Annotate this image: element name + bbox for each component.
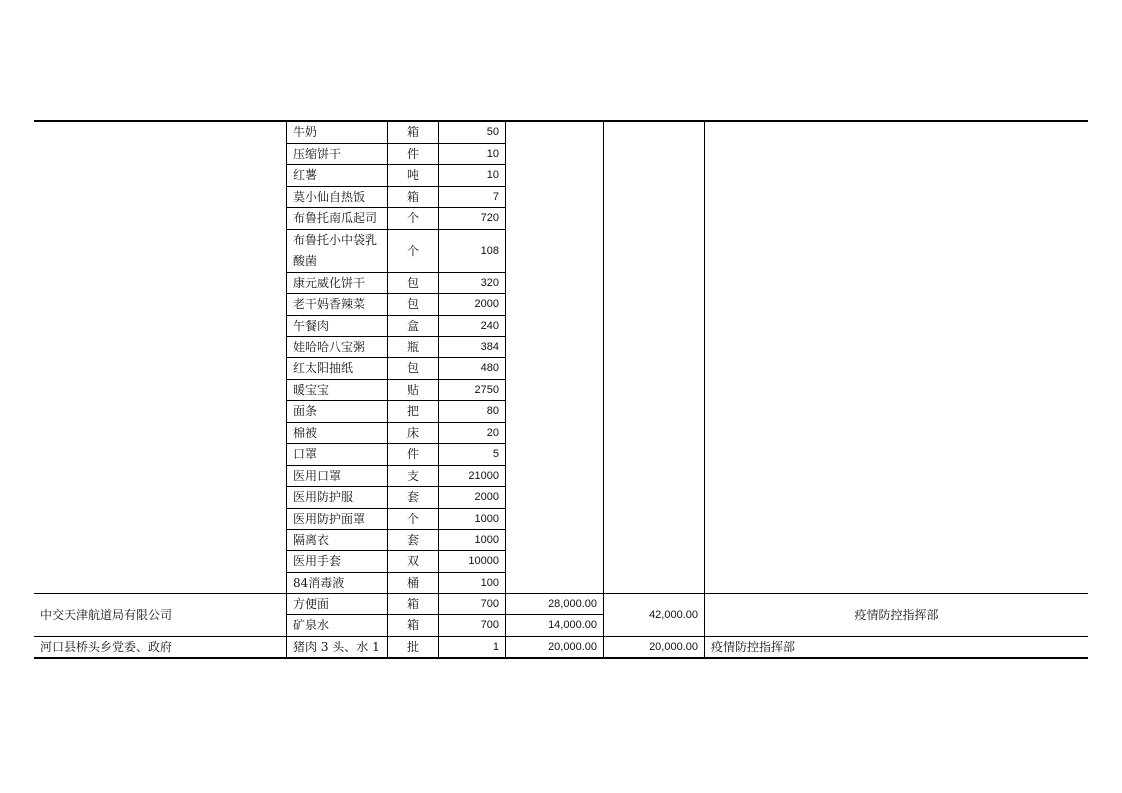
item-qty: 384	[480, 340, 499, 353]
item-qty: 100	[480, 576, 499, 589]
donor-total: 42,000.00	[649, 608, 698, 621]
item-name: 面条	[293, 404, 318, 418]
item-name: 布鲁托南瓜起司	[293, 211, 378, 225]
item-name: 红太阳抽纸	[293, 361, 354, 375]
item-unit: 套	[406, 532, 419, 547]
item-name: 莫小仙自热饭	[293, 189, 366, 204]
item-unit: 箱	[406, 596, 419, 611]
item-name: 暖宝宝	[293, 382, 330, 397]
donor-recipient: 疫情防控指挥部	[854, 607, 939, 622]
item-qty: 1	[492, 640, 499, 653]
donor-recipient: 疫情防控指挥部	[711, 639, 796, 654]
item-qty: 720	[480, 212, 499, 224]
item-qty: 80	[486, 405, 499, 417]
item-unit: 箱	[406, 189, 419, 204]
item-unit: 支	[406, 468, 419, 483]
item-unit: 包	[406, 275, 419, 290]
item-unit: 个	[406, 211, 419, 225]
item-unit: 批	[406, 639, 419, 654]
item-unit: 个	[406, 511, 419, 526]
item-name: 口罩	[293, 447, 318, 461]
item-unit: 件	[406, 447, 419, 461]
item-name: 84消毒液	[293, 575, 345, 590]
item-name: 医用防护服	[293, 490, 354, 504]
item-amount: 14,000.00	[548, 619, 597, 631]
donor-name: 河口县桥头乡党委、政府	[40, 639, 173, 654]
item-unit: 瓶	[406, 339, 419, 354]
item-unit: 把	[406, 404, 419, 418]
table-top-rule	[34, 120, 1088, 122]
item-qty: 10	[486, 147, 499, 160]
item-qty: 10	[486, 169, 499, 181]
item-unit: 吨	[406, 168, 419, 182]
item-unit: 包	[406, 297, 419, 311]
item-qty: 700	[480, 597, 499, 610]
item-unit: 床	[406, 425, 419, 440]
item-qty: 108	[480, 244, 499, 257]
item-qty: 2000	[474, 298, 499, 310]
item-name: 布鲁托小中袋乳酸菌	[293, 233, 378, 268]
item-qty: 1000	[474, 533, 499, 546]
item-name: 康元威化饼干	[293, 275, 366, 290]
col-divider	[704, 122, 705, 658]
item-qty: 50	[486, 126, 499, 138]
item-unit: 贴	[406, 382, 419, 397]
item-name: 隔离衣	[293, 532, 330, 547]
item-qty: 480	[480, 362, 499, 374]
item-qty: 5	[492, 448, 499, 460]
item-unit: 箱	[406, 618, 419, 632]
item-name: 医用防护面罩	[293, 511, 366, 526]
item-unit: 箱	[406, 125, 419, 139]
item-qty: 10000	[468, 555, 499, 567]
donor-name: 中交天津航道局有限公司	[40, 607, 173, 622]
item-unit: 套	[406, 490, 419, 504]
item-qty: 240	[480, 319, 499, 332]
item-unit: 盒	[406, 318, 419, 333]
item-name: 医用口罩	[293, 468, 342, 483]
item-amount: 28,000.00	[548, 597, 597, 610]
col-divider	[603, 122, 604, 658]
item-qty: 21000	[468, 469, 499, 482]
item-name: 娃哈哈八宝粥	[293, 339, 366, 354]
item-name: 老干妈香辣菜	[293, 297, 366, 311]
col-divider	[505, 122, 506, 658]
item-amount: 20,000.00	[548, 640, 597, 653]
item-name: 矿泉水	[293, 618, 330, 632]
item-qty: 20	[486, 426, 499, 439]
item-unit: 双	[406, 554, 419, 568]
item-name: 压缩饼干	[293, 146, 342, 161]
item-qty: 700	[480, 619, 499, 631]
item-qty: 2750	[474, 383, 499, 396]
item-name: 午餐肉	[293, 318, 330, 333]
item-qty: 2000	[474, 491, 499, 503]
item-name: 方便面	[293, 596, 330, 611]
item-unit: 桶	[406, 575, 419, 590]
item-name: 棉被	[293, 425, 318, 440]
item-name: 红薯	[293, 168, 318, 182]
item-name: 猪肉 3 头、水 1	[293, 639, 380, 654]
item-unit: 件	[406, 146, 419, 161]
item-qty: 7	[492, 190, 499, 203]
item-name: 医用手套	[293, 554, 342, 568]
item-unit: 个	[406, 243, 419, 258]
item-qty: 1000	[474, 512, 499, 525]
item-qty: 320	[480, 276, 499, 289]
item-name: 牛奶	[293, 125, 318, 139]
item-unit: 包	[406, 361, 419, 375]
donor-total: 20,000.00	[649, 640, 698, 653]
